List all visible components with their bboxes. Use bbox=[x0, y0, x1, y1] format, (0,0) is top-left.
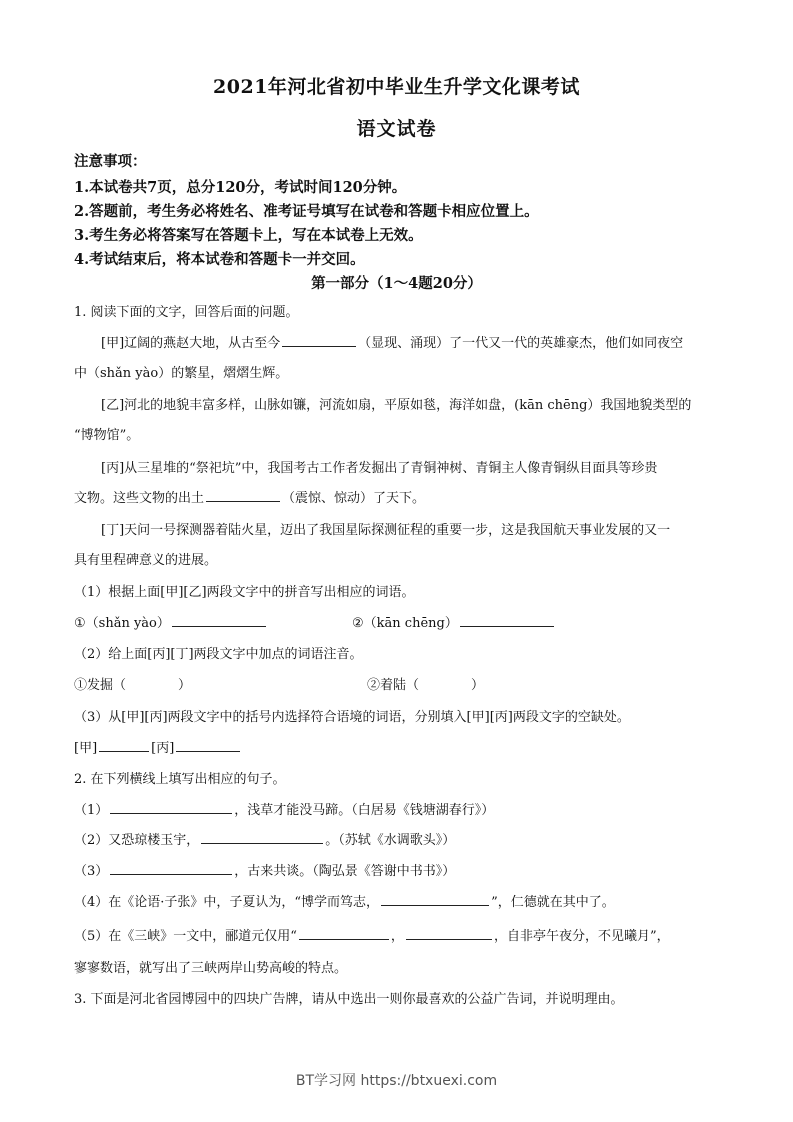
passage-text: 文物。这些文物的出土 bbox=[74, 491, 205, 506]
q1-passage-ding: [丁]天问一号探测器着陆火星，迈出了我国星际探测征程的重要一步，这是我国航天事业发展的又一 bbox=[101, 523, 671, 538]
answer-blank[interactable] bbox=[172, 613, 266, 627]
q1-passage-yi: [乙]河北的地貌丰富多样，山脉如镰，河流如扇，平原如毯，海洋如盘，(kān chēng）我国地貌类型的 bbox=[101, 398, 692, 413]
answer-blank[interactable] bbox=[110, 861, 232, 875]
exam-subtitle: 语文试卷 bbox=[356, 118, 437, 140]
q2-item-2 bbox=[74, 829, 455, 848]
answer-blank[interactable] bbox=[282, 333, 356, 347]
q1-passage-bing: [丙]从三星堆的“祭祀坑”中，我国考古工作者发掘出了青铜神树、青铜主人像青铜纵目面具等珍贵 bbox=[101, 461, 658, 476]
answer-blank[interactable] bbox=[460, 613, 554, 627]
q1-prompt: 1. 阅读下面的文字，回答后面的问题。 bbox=[74, 305, 299, 320]
answer-label: [丙] bbox=[151, 741, 175, 756]
q1-passage-jia bbox=[101, 332, 683, 351]
item-text: ，自非亭午夜分，不见曦月”， bbox=[493, 929, 670, 944]
q2-item-5 bbox=[74, 925, 670, 944]
pinyin-label: ①（shǎn yào） bbox=[74, 616, 170, 631]
answer-blank[interactable] bbox=[206, 488, 280, 502]
answer-blank[interactable] bbox=[381, 892, 489, 906]
passage-text: （震惊、惊动）了天下。 bbox=[282, 491, 426, 506]
q3-prompt: 3. 下面是河北省园博园中的四块广告牌，请从中选出一则你最喜欢的公益广告词，并说明理由。 bbox=[74, 992, 624, 1007]
q1-passage-bing-cont bbox=[74, 487, 425, 506]
section-heading: 第一部分（1～4题20分） bbox=[311, 275, 482, 292]
q1-passage-yi-cont: “博物馆”。 bbox=[74, 428, 140, 443]
q1-sub2-b[interactable]: ②着陆（ ） bbox=[367, 678, 485, 693]
q2-prompt: 2. 在下列横线上填写出相应的句子。 bbox=[74, 772, 286, 787]
q2-item-5-cont: 寥寥数语，就写出了三峡两岸山势高峻的特点。 bbox=[74, 961, 348, 976]
answer-label: [甲] bbox=[74, 741, 98, 756]
item-text: （5）在《三峡》一文中，郦道元仅用“ bbox=[74, 929, 297, 944]
item-label: （1） bbox=[74, 803, 109, 818]
item-text: ，浅草才能没马蹄。（白居易《钱塘湖春行》） bbox=[234, 803, 495, 818]
q1-sub1-a bbox=[74, 612, 268, 631]
item-text: ，古来共谈。（陶弘景《答谢中书书》） bbox=[234, 864, 456, 879]
q2-item-1 bbox=[74, 799, 494, 818]
q1-sub2-a[interactable]: ①发掘（ ） bbox=[74, 678, 192, 693]
q2-item-4 bbox=[74, 891, 615, 910]
q1-sub2: （2）给上面[丙][丁]两段文字中加点的词语注音。 bbox=[74, 647, 363, 662]
passage-text: （显现、涌现）了一代又一代的英雄豪杰，他们如同夜空 bbox=[358, 336, 684, 351]
item-text: 。（苏轼《水调歌头》） bbox=[325, 833, 456, 848]
notice-heading: 注意事项： bbox=[74, 153, 147, 170]
q2-item-3 bbox=[74, 860, 455, 879]
q1-sub3: （3）从[甲][丙]两段文字中的括号内选择符合语境的词语，分别填入[甲][丙]两段文字的空缺处。 bbox=[74, 710, 630, 725]
q1-sub1: （1）根据上面[甲][乙]两段文字中的拼音写出相应的词语。 bbox=[74, 585, 415, 600]
answer-blank[interactable] bbox=[176, 738, 240, 752]
exam-title: 2021年河北省初中毕业生升学文化课考试 bbox=[213, 76, 580, 98]
item-text: （2）又恐琼楼玉宇， bbox=[74, 833, 200, 848]
notice-item-1: 1.本试卷共7页，总分120分，考试时间120分钟。 bbox=[74, 179, 407, 196]
item-text: （4）在《论语·子张》中，子夏认为，“博学而笃志， bbox=[74, 895, 380, 910]
answer-blank[interactable] bbox=[110, 800, 232, 814]
q1-passage-jia-cont: 中（shǎn yào）的繁星，熠熠生辉。 bbox=[74, 366, 289, 381]
answer-blank[interactable] bbox=[201, 830, 323, 844]
notice-item-2: 2.答题前，考生务必将姓名、准考证号填写在试卷和答题卡相应位置上。 bbox=[74, 203, 539, 220]
answer-blank[interactable] bbox=[99, 738, 149, 752]
answer-blank[interactable] bbox=[299, 926, 389, 940]
item-text: ， bbox=[390, 929, 404, 944]
footer-watermark[interactable]: BT学习网 https://btxuexi.com bbox=[295, 1073, 498, 1089]
item-text: ”，仁德就在其中了。 bbox=[491, 895, 615, 910]
pinyin-label: ②（kān chēng） bbox=[352, 616, 458, 631]
q1-sub1-b bbox=[352, 612, 556, 631]
notice-item-4: 4.考试结束后，将本试卷和答题卡一并交回。 bbox=[74, 251, 365, 268]
item-label: （3） bbox=[74, 864, 109, 879]
notice-item-3: 3.考生务必将答案写在答题卡上，写在本试卷上无效。 bbox=[74, 227, 423, 244]
q1-sub3-answers bbox=[74, 737, 242, 756]
passage-text: [甲]辽阔的燕赵大地，从古至今 bbox=[101, 336, 281, 351]
answer-blank[interactable] bbox=[406, 926, 492, 940]
q1-passage-ding-cont: 具有里程碑意义的进展。 bbox=[74, 553, 218, 568]
